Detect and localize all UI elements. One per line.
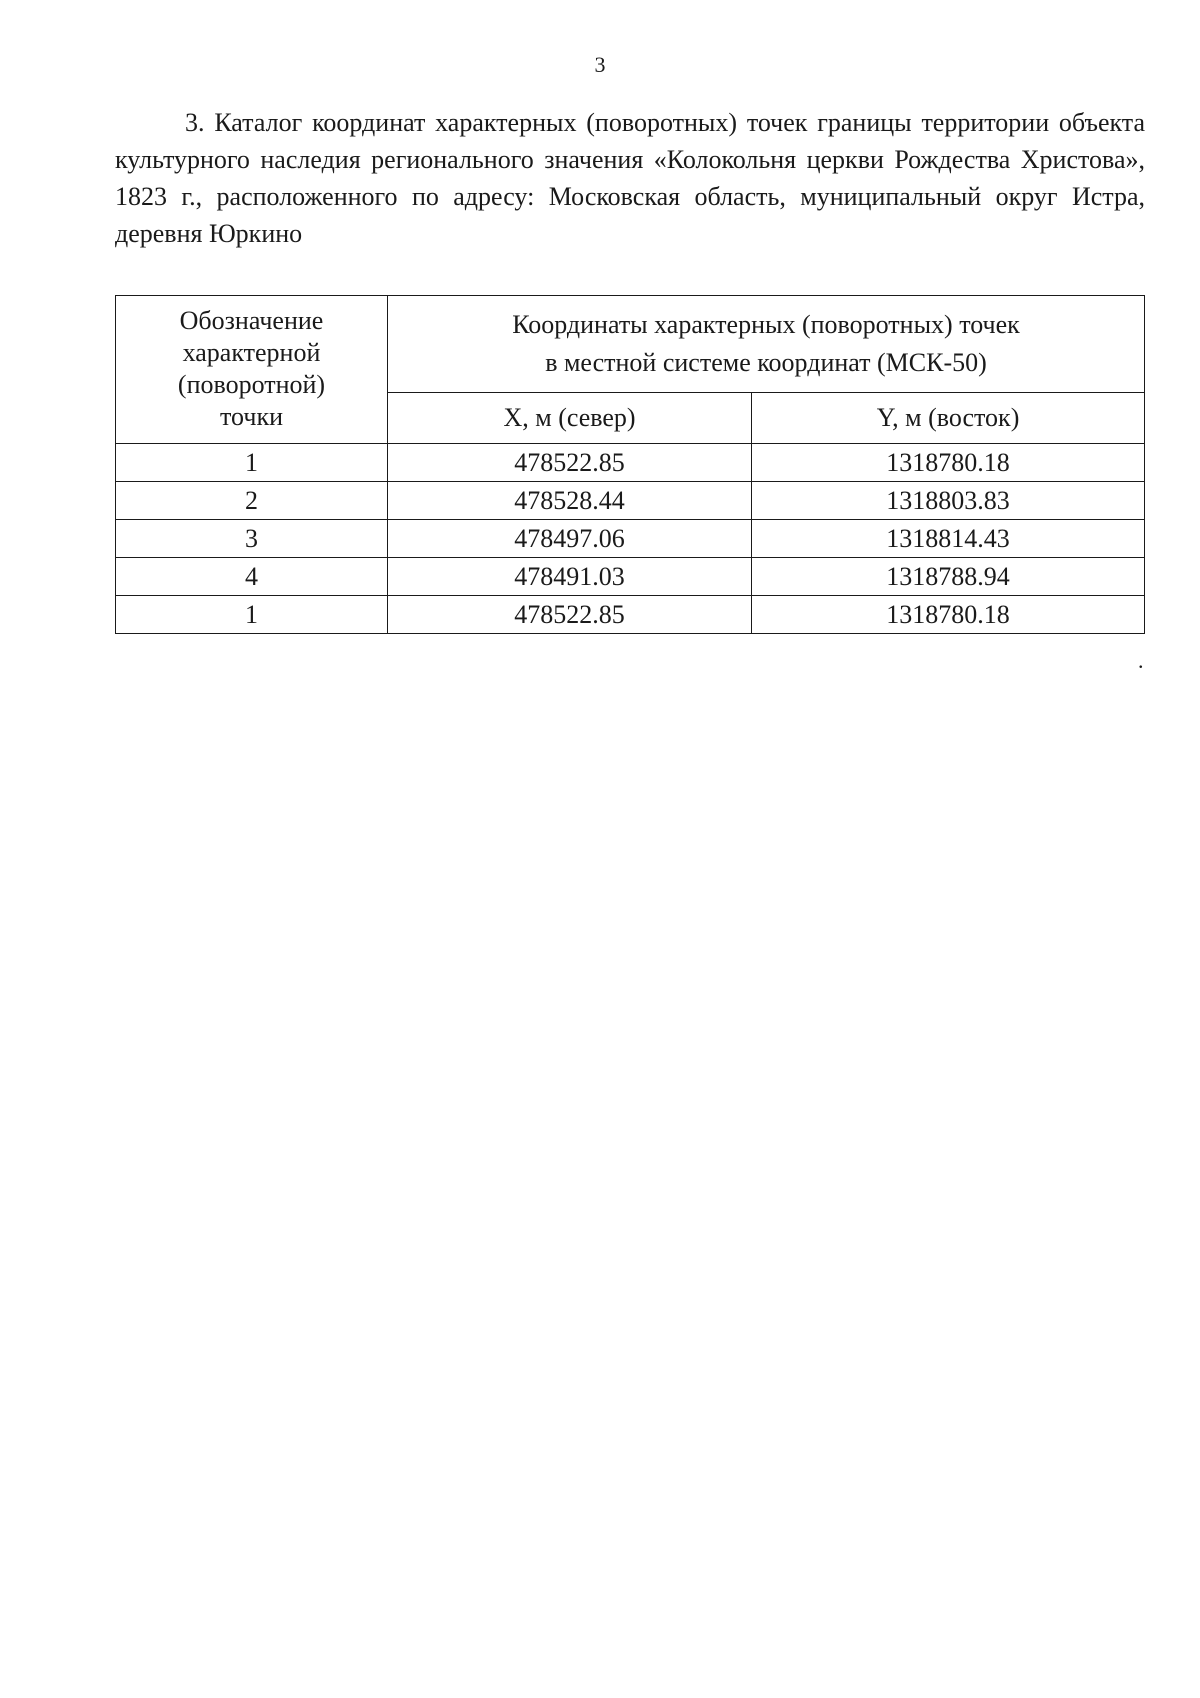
cell-point: 3 (116, 520, 388, 558)
table-header-row (116, 296, 1145, 393)
table-row (116, 558, 1145, 596)
catalog-description-paragraph: 3. Каталог координат характерных (поворотных) точек границы территории объекта культурного наследия регионального значения «Колокольня церкви Рождества Христова», 1823 г., расположенного по адресу: Московская область, муниципальный округ Истра, деревня Юркино (115, 108, 1145, 248)
cell-x: 478491.03 (388, 558, 752, 596)
cell-y: 1318780.18 (752, 596, 1145, 634)
table-row (116, 482, 1145, 520)
cell-y: 1318788.94 (752, 558, 1145, 596)
table-row (116, 520, 1145, 558)
header-coordinates (388, 296, 1145, 393)
header-point-line: характерной (182, 337, 321, 367)
cell-point: 2 (116, 482, 388, 520)
header-coordinates-line: в местной системе координат (МСК-50) (545, 348, 987, 377)
table-row (116, 444, 1145, 482)
table-body (116, 444, 1145, 634)
cell-y: 1318780.18 (752, 444, 1145, 482)
cell-x: 478522.85 (388, 596, 752, 634)
cell-y: 1318803.83 (752, 482, 1145, 520)
end-mark: . (1138, 648, 1144, 673)
table-row (116, 596, 1145, 634)
cell-point: 4 (116, 558, 388, 596)
header-point-line: точки (220, 401, 283, 431)
header-point-line: Обозначение (179, 305, 324, 335)
coordinates-table (115, 295, 1145, 634)
header-y-east: Y, м (восток) (752, 393, 1145, 444)
header-x-north: X, м (север) (388, 393, 752, 444)
cell-point: 1 (116, 444, 388, 482)
cell-point: 1 (116, 596, 388, 634)
header-coordinates-line: Координаты характерных (поворотных) точек (512, 310, 1020, 339)
header-point-line: (поворотной) (177, 369, 326, 399)
cell-x: 478497.06 (388, 520, 752, 558)
header-point-designation (116, 296, 388, 444)
cell-x: 478528.44 (388, 482, 752, 520)
cell-x: 478522.85 (388, 444, 752, 482)
cell-y: 1318814.43 (752, 520, 1145, 558)
page-number: 3 (594, 52, 606, 77)
